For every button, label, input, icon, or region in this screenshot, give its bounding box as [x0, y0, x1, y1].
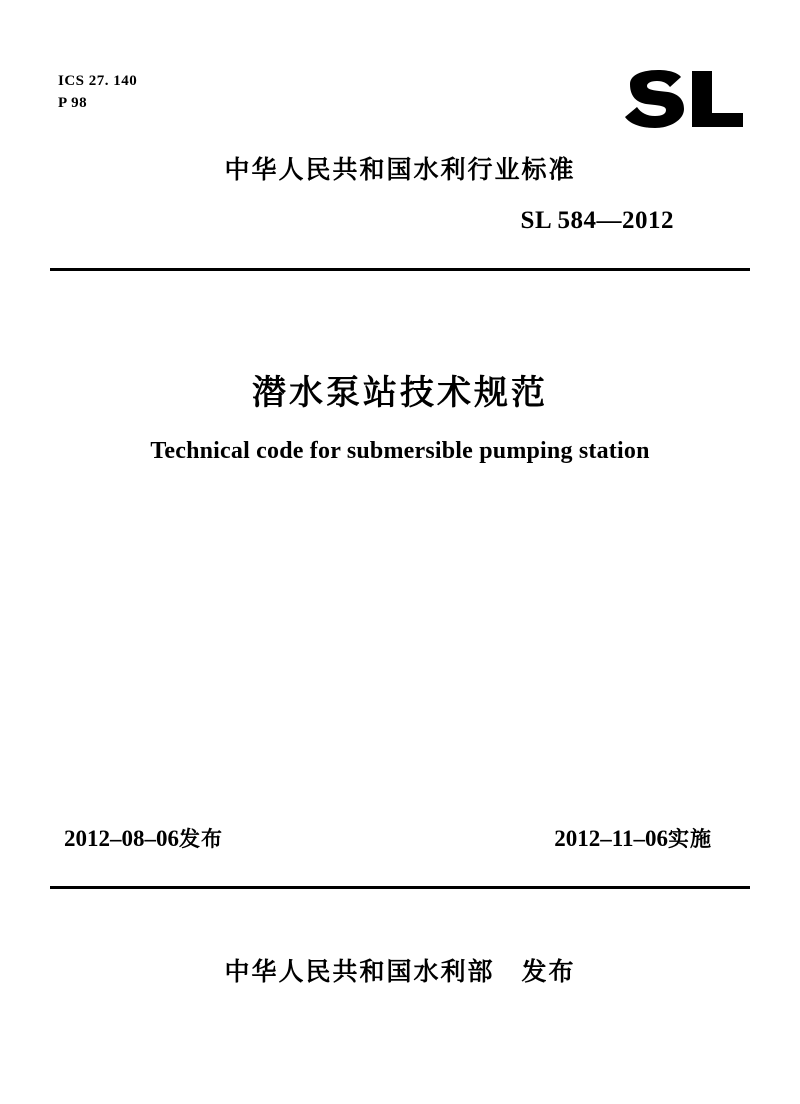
divider-top [50, 268, 750, 271]
divider-bottom [50, 886, 750, 889]
title-english: Technical code for submersible pumping station [150, 438, 650, 464]
publisher-line: 中华人民共和国水利部 发布 [224, 958, 576, 986]
effective-date [554, 823, 712, 853]
ics-number: ICS 27. 140 [58, 73, 138, 89]
issue-date [64, 823, 223, 853]
classification-code: P 98 [58, 95, 88, 111]
standard-number: SL 584—2012 [520, 207, 674, 234]
ics-code-block [58, 70, 137, 114]
issue-date-label: 发布 [179, 828, 223, 851]
standard-organization-line: 中华人民共和国水利行业标准 [224, 156, 576, 184]
issue-date-value: 2012–08–06 [64, 826, 179, 851]
effective-date-label: 实施 [668, 828, 712, 851]
effective-date-value: 2012–11–06 [554, 826, 668, 851]
sl-logo [624, 68, 744, 130]
title-chinese: 潜水泵站技术规范 [252, 374, 548, 412]
